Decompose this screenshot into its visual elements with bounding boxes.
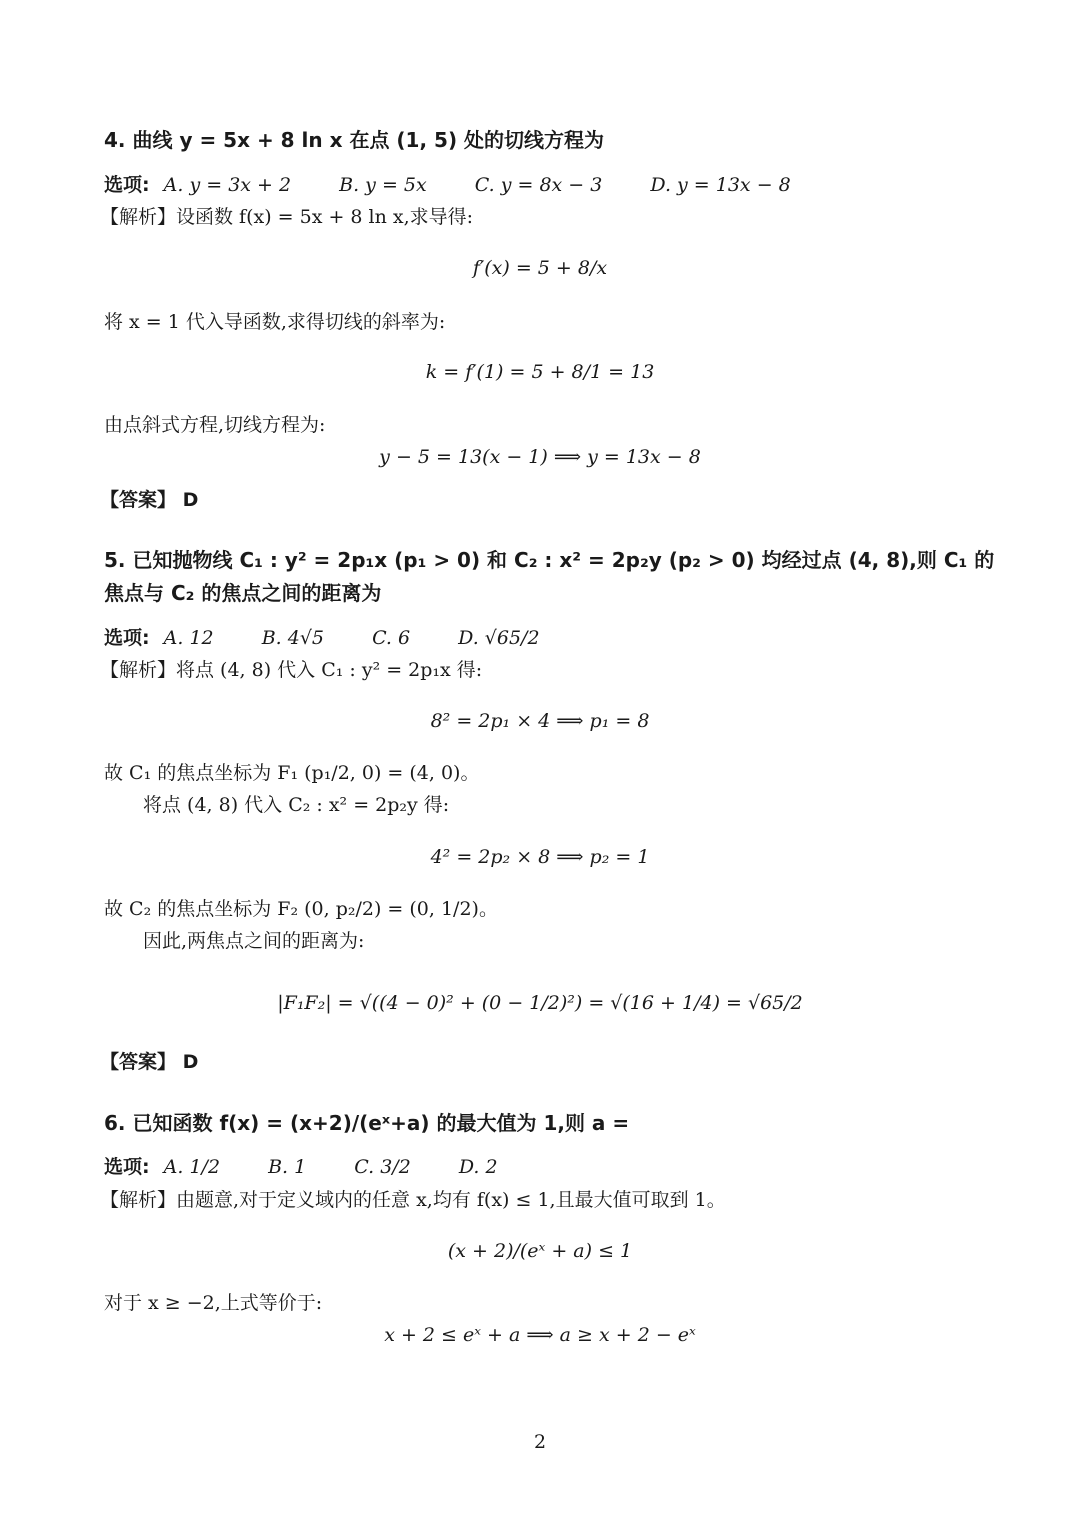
question-4-tangent-equation: y − 5 = 13(x − 1) ⟹ y = 13x − 8 <box>379 446 701 468</box>
option-a: A. 1/2 <box>163 1156 221 1178</box>
question-5-answer: 【答案】 D <box>100 1051 199 1073</box>
question-5-focus-2: 故 C₂ 的焦点坐标为 F₂ (0, p₂/2) = (0, 1/2)。 <box>104 898 498 920</box>
question-4-text-tangent: 由点斜式方程,切线方程为: <box>104 414 326 436</box>
question-5-distance-text: 因此,两焦点之间的距离为: <box>143 930 365 952</box>
option-b: B. 1 <box>268 1156 307 1178</box>
question-5-distance-equation: |F₁F₂| = √((4 − 0)² + (0 − 1/2)²) = √(16 + 1/4) = √65/2 <box>277 992 803 1014</box>
option-a: A. 12 <box>163 627 214 649</box>
question-6-analysis: 【解析】由题意,对于定义域内的任意 x,均有 f(x) ≤ 1,且最大值可取到 1。 <box>100 1189 726 1211</box>
options-label: 选项: <box>104 1156 150 1178</box>
question-4-analysis: 【解析】设函数 f(x) = 5x + 8 ln x,求导得: <box>100 206 474 228</box>
question-5-p2-equation: 4² = 2p₂ × 8 ⟹ p₂ = 1 <box>430 846 650 868</box>
question-5-p1-equation: 8² = 2p₁ × 4 ⟹ p₁ = 8 <box>430 710 650 732</box>
question-4-options <box>104 174 833 197</box>
option-a: A. y = 3x + 2 <box>163 174 292 196</box>
question-5-analysis: 【解析】将点 (4, 8) 代入 C₁ : y² = 2p₁x 得: <box>100 659 483 681</box>
question-5-focus-1: 故 C₁ 的焦点坐标为 F₁ (p₁/2, 0) = (4, 0)。 <box>104 762 480 784</box>
question-4-derivative-equation: f′(x) = 5 + 8/x <box>472 257 608 279</box>
option-d: D. √65/2 <box>458 627 540 649</box>
question-4-slope-equation: k = f′(1) = 5 + 8/1 = 13 <box>425 361 655 383</box>
option-c: C. 6 <box>372 627 411 649</box>
question-4-text-slope: 将 x = 1 代入导函数,求得切线的斜率为: <box>104 311 446 333</box>
question-5-substitute-c2: 将点 (4, 8) 代入 C₂ : x² = 2p₂y 得: <box>143 794 450 816</box>
page-number: 2 <box>533 1431 547 1453</box>
option-b: B. y = 5x <box>339 174 427 196</box>
option-b: B. 4√5 <box>261 627 325 649</box>
question-6-equivalent-text: 对于 x ≥ −2,上式等价于: <box>104 1292 323 1314</box>
options-label: 选项: <box>104 627 150 649</box>
option-c: C. 3/2 <box>354 1156 411 1178</box>
question-5-title-line-1: 5. 已知抛物线 C₁ : y² = 2p₁x (p₁ > 0) 和 C₂ : x² = 2p₂y (p₂ > 0) 均经过点 (4, 8),则 C₁ 的 <box>104 548 995 572</box>
question-6-options <box>104 1156 540 1179</box>
question-5-title-line-2: 焦点与 C₂ 的焦点之间的距离为 <box>104 581 382 605</box>
question-6-inequality: (x + 2)/(eˣ + a) ≤ 1 <box>447 1240 633 1262</box>
option-d: D. y = 13x − 8 <box>650 174 791 196</box>
question-5-options <box>104 627 582 650</box>
question-6-title: 6. 已知函数 f(x) = (x+2)/(eˣ+a) 的最大值为 1,则 a = <box>104 1111 630 1135</box>
question-4-answer: 【答案】 D <box>100 489 199 511</box>
option-d: D. 2 <box>458 1156 498 1178</box>
question-6-equivalent-inequality: x + 2 ≤ eˣ + a ⟹ a ≥ x + 2 − eˣ <box>384 1324 696 1346</box>
option-c: C. y = 8x − 3 <box>474 174 603 196</box>
options-label: 选项: <box>104 174 150 196</box>
question-4-title: 4. 曲线 y = 5x + 8 ln x 在点 (1, 5) 处的切线方程为 <box>104 128 605 152</box>
